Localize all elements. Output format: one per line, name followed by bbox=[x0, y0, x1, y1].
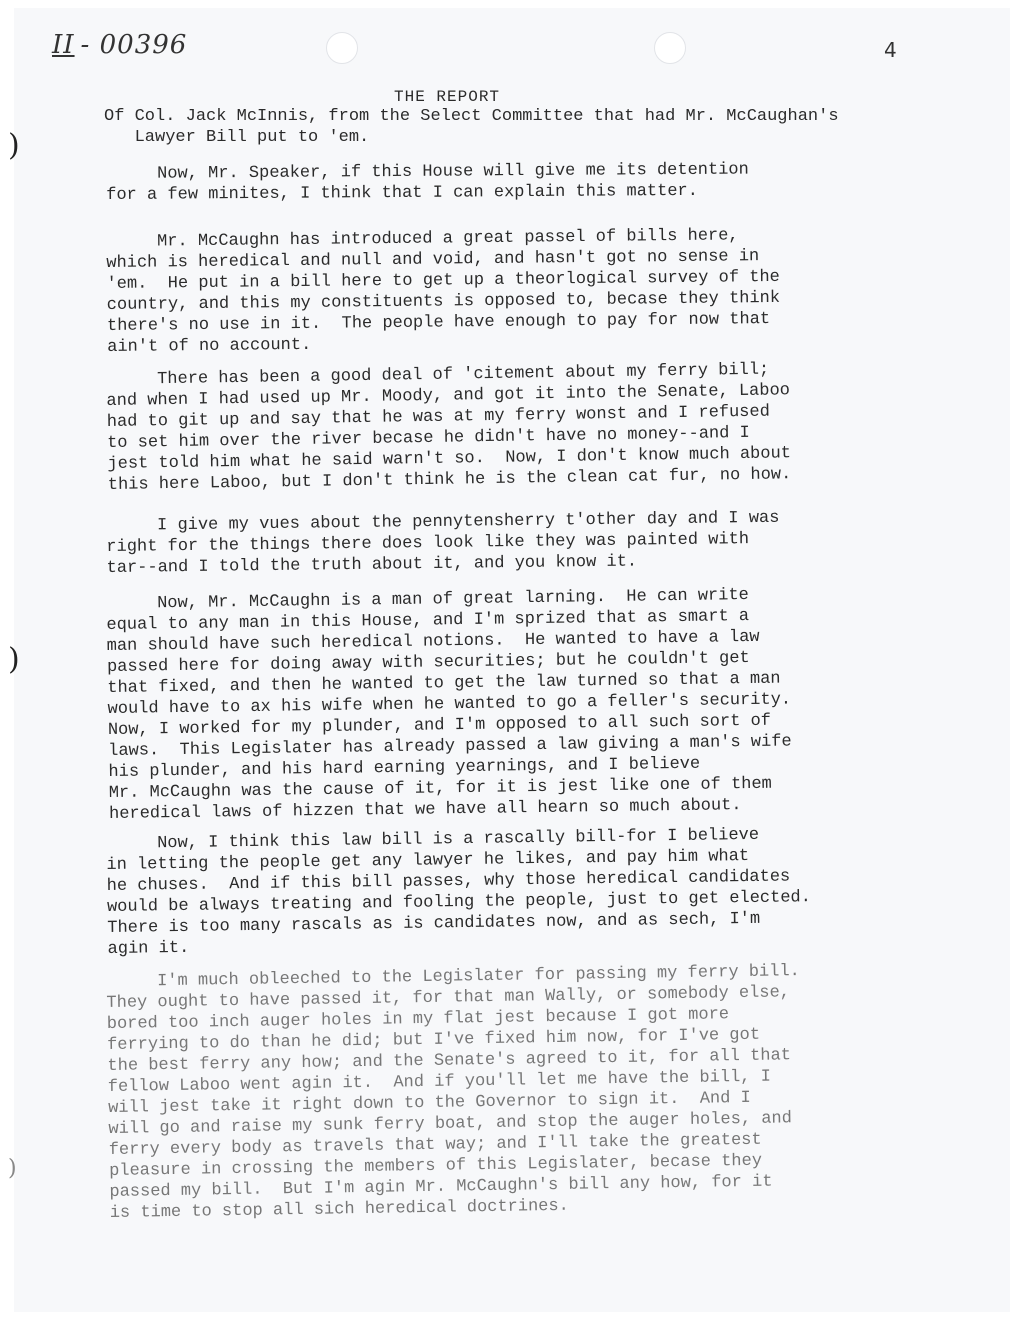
paragraph-1: Now, Mr. Speaker, if this House will give me its detention for a few minites, I think that I can explain this matter. bbox=[106, 160, 749, 205]
page-number: 4 bbox=[884, 38, 897, 62]
paragraph-5: Now, Mr. McCaughn is a man of great larning. He can write equal to any man in this House, and I'm sprized that as smart a man should have such heredical notions. He wanted to have a law passed here for doing away with securities; but he couldn't get that fixed, and then he wanted to get the law turned so that a man would have to ax his wife when he wanted to go a feller's security. Now, I worked for my plunder, and I'm opposed to all such sort of laws. This Legislater has already passed a law giving a man's wife his plunder, and his hard earning yearnings, and I believe Mr. McCaughn was the cause of it, for it is jest like one of them heredical laws of hizzen that we have all hearn so much about. bbox=[106, 586, 792, 824]
binding-mark: ) bbox=[8, 1156, 17, 1181]
paragraph-4: I give my vues about the pennytensherry t'other day and I was right for the things there does look like they was painted with tar--and I told the truth about it, and you know it. bbox=[106, 508, 780, 578]
punch-hole-left bbox=[326, 32, 358, 64]
binding-mark: ) bbox=[8, 642, 20, 677]
document-page bbox=[8, 8, 1010, 1312]
report-subtitle: Of Col. Jack McInnis, from the Select Committee that had Mr. McCaughan's Lawyer Bill put to 'em. bbox=[104, 107, 839, 147]
punch-hole-right bbox=[654, 32, 686, 64]
paragraph-2: Mr. McCaughn has introduced a great passel of bills here, which is heredical and null and void, and hasn't got no sense in 'em. He put in a bill here to get up a theorlogical survey of the country, and this my constituents is opposed to, becase they think there's no use in it. The people have enough to pay for now that ain't of no account. bbox=[106, 226, 781, 357]
document-number: II - 00396 bbox=[52, 30, 188, 60]
paragraph-6: Now, I think this law bill is a rascally bill-for I believe in letting the people get any lawyer he likes, and pay him what he chuses. And if this bill passes, why those heredical candidates would be always treating and fooling the people, just to get elected. There is too many rascals as is candidates now, and as sech, I'm agin it. bbox=[106, 825, 812, 959]
binding-mark: ) bbox=[8, 128, 20, 163]
series-number: II bbox=[52, 30, 75, 60]
paragraph-3: There has been a good deal of 'citement about my ferry bill; and when I had used up Mr. Moody, and got it into the Senate, Laboo had to git up and say that he was at my ferry wonst and I refused to set him over the river becase he didn't have no money--and I jest told him what he said warn't so. Now, I don't know much about this here Laboo, but I don't think he is the clean cat fur, no how. bbox=[106, 360, 792, 495]
paragraph-7: I'm much obleeched to the Legislater for passing my ferry bill. They ought to have passed it, for that man Wally, or somebody else, bored too inch auger holes in my flat jest because I got more ferrying to do than he did; but I've fixed him now, for I've got the best ferry any how; and the Senate's agreed to it, for all that fellow Laboo went agin it. And if you'll let me have the bill, I will jest take it right down to the Governor to sign it. And I will go and raise my sunk ferry boat, and stop the auger holes, and ferry every body as travels that way; and I'll take the greatest pleasure in crossing the members of this Legislater, becase they passed my bill. But I'm agin Mr. McCaughn's bill any how, for it is time to stop all sich heredical doctrines. bbox=[106, 962, 800, 1223]
report-title: THE REPORT bbox=[394, 88, 501, 106]
document-id: 00396 bbox=[99, 30, 188, 60]
